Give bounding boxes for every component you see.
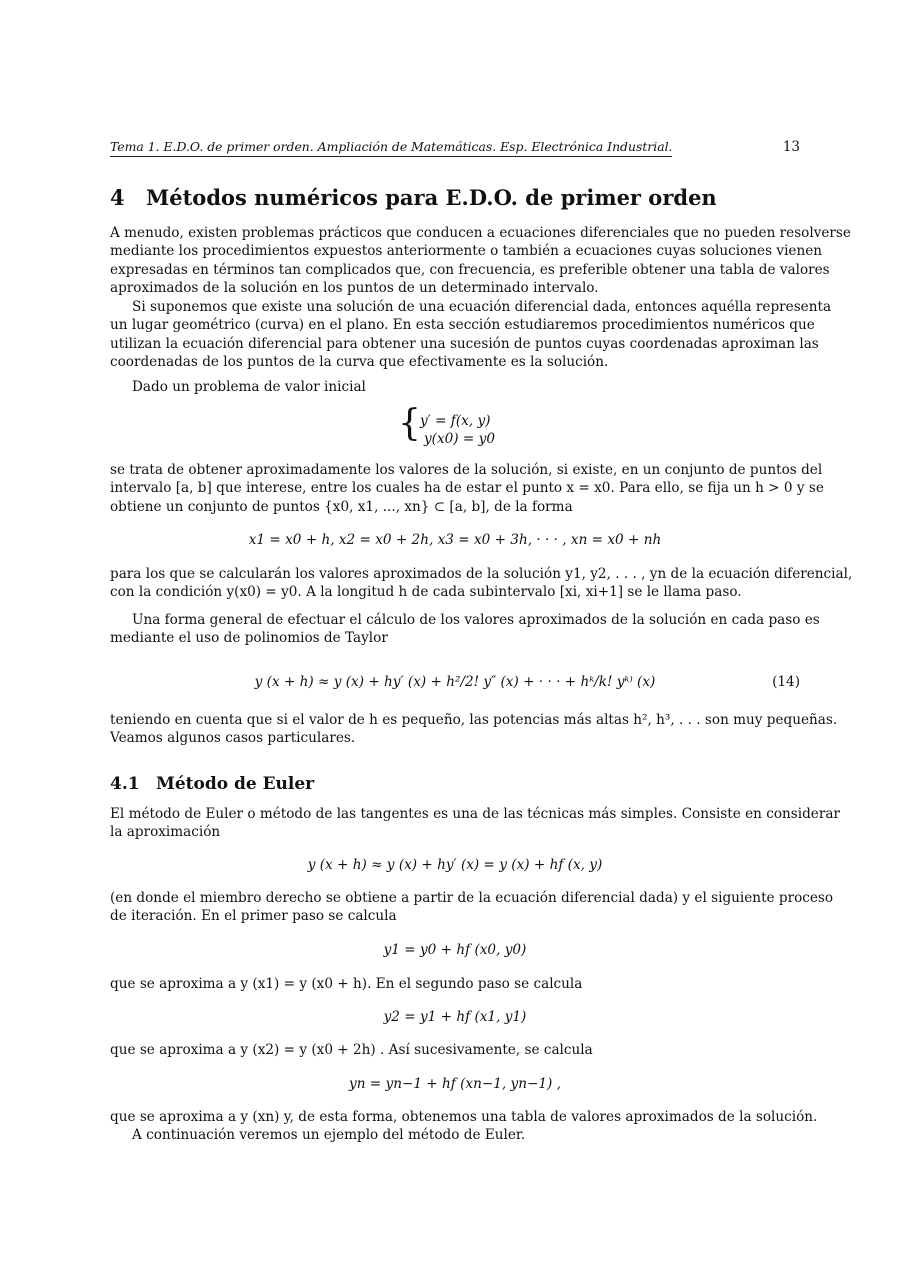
equation-taylor-row	[110, 674, 800, 690]
section-heading	[110, 185, 800, 210]
running-header	[110, 139, 800, 159]
text-line: Veamos algunos casos particulares.	[110, 730, 356, 747]
text-line: Si suponemos que existe una solución de una ecuación diferencial dada, entonces aquélla representa	[132, 299, 832, 315]
text-line: que se aproxima a y (x1) = y (x0 + h). En el segundo paso se calcula	[110, 976, 583, 992]
text-line: coordenadas de los puntos de la curva que efectivamente es la solución.	[110, 353, 609, 370]
text-line: un lugar geométrico (curva) en el plano. En esta sección estudiaremos procedimientos numéricos que	[110, 317, 815, 334]
ivp-system	[398, 403, 538, 452]
text-line: mediante los procedimientos expuestos anteriormente o también a ecuaciones cuyas soluciones vienen	[110, 243, 823, 260]
text-line: teniendo en cuenta que si el valor de h es pequeño, las potencias más altas h², h³, . . . son muy pequeñas.	[110, 712, 838, 728]
paragraph-successive	[110, 1041, 800, 1059]
text-line: utilizan la ecuación diferencial para obtener una sucesión de puntos cuyas coordenadas aproximan las	[110, 335, 819, 352]
paragraph-second-step	[110, 975, 800, 993]
text-line: intervalo [a, b] que interese, entre los cuales ha de estar el punto x = x0. Para ello, se fija un h > 0 y se	[110, 480, 824, 497]
paragraph-curve	[110, 298, 832, 371]
text-line: (en donde el miembro derecho se obtiene a partir de la ecuación diferencial dada) y el siguiente proceso	[110, 890, 834, 906]
equation-step-n: yn = yn−1 + hf (xn−1, yn−1) ,	[349, 1076, 561, 1092]
text-line: Una forma general de efectuar el cálculo de los valores aproximados de la solución en cada paso es	[132, 612, 820, 628]
paragraph-iteration	[110, 889, 834, 926]
text-line: A continuación veremos un ejemplo del método de Euler.	[132, 1127, 526, 1144]
paragraph-ivp-intro	[110, 378, 800, 396]
subsection-number: 4.1	[110, 774, 140, 794]
text-line: que se aproxima a y (x2) = y (x0 + 2h) . Así sucesivamente, se calcula	[110, 1042, 593, 1058]
text-line: la aproximación	[110, 824, 221, 841]
paragraph-step	[110, 565, 853, 602]
paragraph-table	[110, 1108, 818, 1145]
running-title: Tema 1. E.D.O. de primer orden. Ampliación de Matemáticas. Esp. Electrónica Industrial.	[110, 139, 672, 157]
ivp-equation: y′ = f(x, y)	[420, 413, 491, 429]
ivp-initial-condition: y(x0) = y0	[424, 431, 495, 447]
subsection-title: Método de Euler	[156, 774, 315, 794]
text-line: se trata de obtener aproximadamente los valores de la solución, si existe, en un conjunto de puntos del	[110, 462, 823, 478]
text-line: con la condición y(x0) = y0. A la longitud h de cada subintervalo [xi, xi+1] se le llama paso.	[110, 584, 742, 601]
equation-points: x1 = x0 + h, x2 = x0 + 2h, x3 = x0 + 3h, · · · , xn = x0 + nh	[248, 532, 662, 548]
text-line: expresadas en términos tan complicados que, con frecuencia, es preferible obtener una tabla de valores	[110, 261, 830, 278]
text-line: El método de Euler o método de las tangentes es una de las técnicas más simples. Consiste en considerar	[110, 806, 840, 822]
text-line: de iteración. En el primer paso se calcula	[110, 908, 397, 925]
equation-taylor: y (x + h) ≈ y (x) + hy′ (x) + h²/2! y″ (x) + · · · + hᵏ/k! yᵏ⁾ (x)	[254, 674, 656, 690]
page-number: 13	[782, 139, 800, 155]
equation-euler: y (x + h) ≈ y (x) + hy′ (x) = y (x) + hf (x, y)	[307, 857, 603, 873]
equation-step-2: y2 = y1 + hf (x1, y1)	[383, 1009, 527, 1025]
equation-step-1: y1 = y0 + hf (x0, y0)	[383, 942, 527, 958]
section-number: 4	[110, 185, 125, 210]
paragraph-intro	[110, 224, 851, 297]
paragraph-small-h	[110, 711, 838, 748]
equation-number: (14)	[772, 674, 800, 690]
text-line: mediante el uso de polinomios de Taylor	[110, 630, 388, 647]
brace: {	[398, 403, 421, 444]
paragraph-points	[110, 461, 824, 516]
text-line: para los que se calcularán los valores aproximados de la solución y1, y2, . . . , yn de la ecuación diferencial,	[110, 566, 853, 582]
paragraph-taylor	[110, 611, 820, 648]
text-line: que se aproxima a y (xn) y, de esta forma, obtenemos una tabla de valores aproximados de la solución.	[110, 1109, 818, 1125]
section-title: Métodos numéricos para E.D.O. de primer orden	[146, 185, 717, 210]
subsection-heading	[110, 774, 800, 794]
text-line: aproximados de la solución en los puntos de un determinado intervalo.	[110, 279, 599, 296]
text-line: obtiene un conjunto de puntos {x0, x1, ..., xn} ⊂ [a, b], de la forma	[110, 498, 573, 515]
paragraph-euler	[110, 805, 840, 842]
text-line: A menudo, existen problemas prácticos que conducen a ecuaciones diferenciales que no pueden resolverse	[110, 225, 851, 241]
text-line: Dado un problema de valor inicial	[132, 379, 366, 395]
